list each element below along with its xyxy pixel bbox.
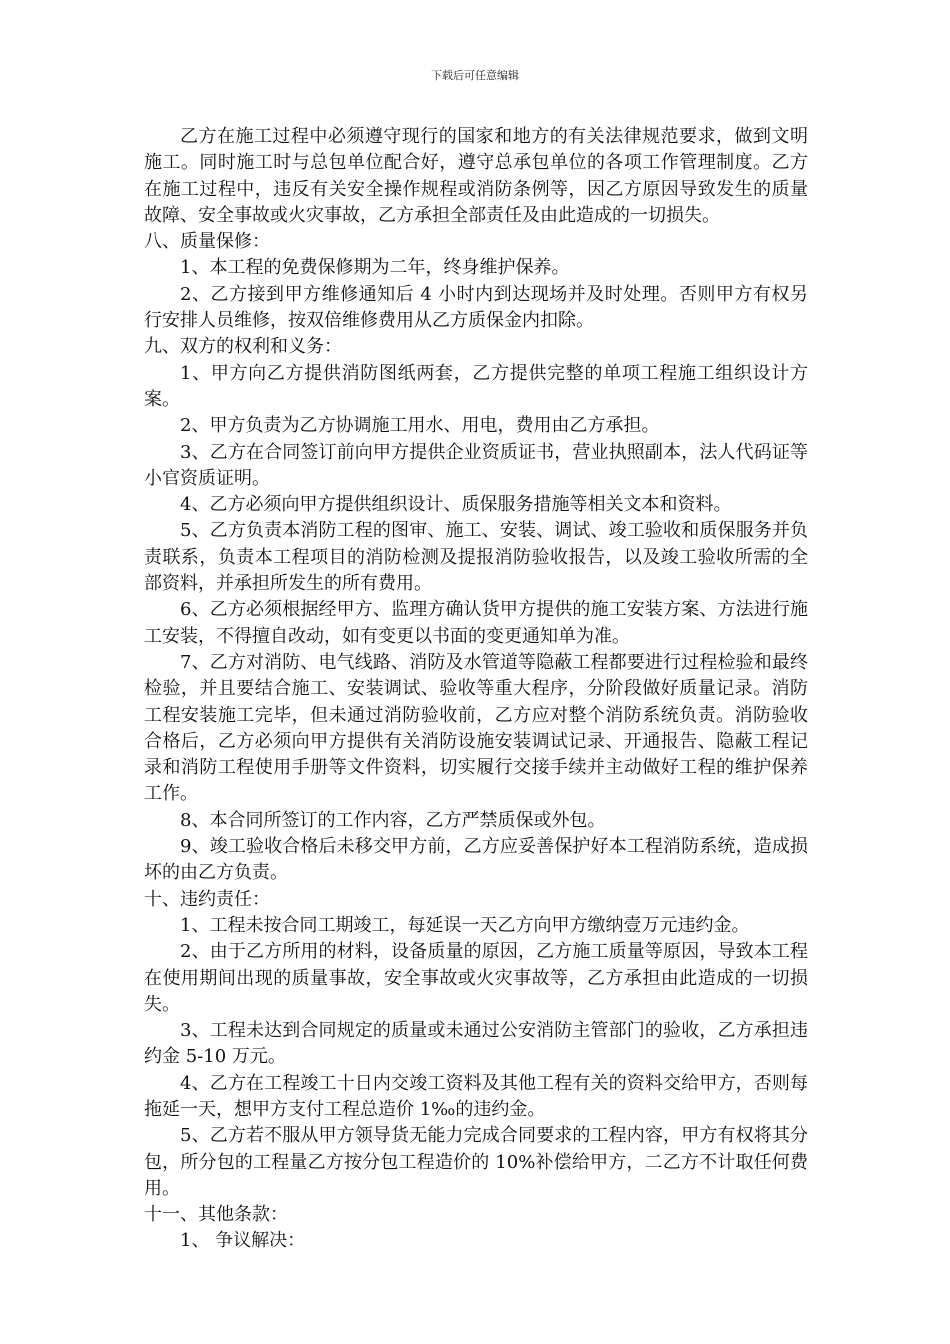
paragraph: 3、乙方在合同签订前向甲方提供企业资质证书，营业执照副本，法人代码证等小官资质证明。 (144, 441, 808, 489)
section-heading: 九、双方的权利和义务： (144, 336, 342, 358)
paragraph: 1、工程未按合同工期竣工，每延误一天乙方向甲方缴纳壹万元违约金。 (180, 914, 750, 936)
paragraph: 8、本合同所签订的工作内容，乙方严禁质保或外包。 (180, 809, 606, 831)
paragraph: 1、甲方向乙方提供消防图纸两套，乙方提供完整的单项工程施工组织设计方案。 (144, 362, 808, 410)
paragraph: 7、乙方对消防、电气线路、消防及水管道等隐蔽工程都要进行过程检验和最终检验，并且要结合施工、安装调试、验收等重大程序，分阶段做好质量记录。消防工程安装施工完毕，但未通过消防验收前，乙方应对整个消防系统负责。消防验收合格后，乙方必须向甲方提供有关消防设施安装调试记录、开通报告、隐蔽工程记录和消防工程使用手册等文件资料，切实履行交接手续并主动做好工程的维护保养工作。 (144, 651, 808, 805)
page-header: 下载后可任意编辑 (431, 69, 519, 82)
paragraph: 乙方在施工过程中必须遵守现行的国家和地方的有关法律规范要求，做到文明施工。同时施工时与总包单位配合好，遵守总承包单位的各项工作管理制度。乙方在施工过程中，违反有关安全操作规程或消防条例等，因乙方原因导致发生的质量故障、安全事故或火灾事故，乙方承担全部责任及由此造成的一切损失。 (144, 126, 808, 226)
paragraph: 2、由于乙方所用的材料，设备质量的原因，乙方施工质量等原因，导致本工程在使用期间出现的质量事故，安全事故或火灾事故等，乙方承担由此造成的一切损失。 (144, 941, 808, 1015)
section-heading: 八、质量保修： (144, 231, 270, 253)
paragraph: 1、本工程的免费保修期为二年，终身维护保养。 (180, 257, 570, 279)
section-heading: 十、违约责任： (144, 888, 270, 910)
paragraph: 5、乙方若不服从甲方领导货无能力完成合同要求的工程内容，甲方有权将其分包，所分包的工程量乙方按分包工程造价的 10%补偿给甲方，二乙方不计取任何费用。 (144, 1125, 808, 1199)
paragraph: 4、乙方必须向甲方提供组织设计、质保服务措施等相关文本和资料。 (180, 494, 732, 516)
paragraph: 1、 争议解决： (180, 1230, 306, 1252)
paragraph: 4、乙方在工程竣工十日内交竣工资料及其他工程有关的资料交给甲方，否则每拖延一天，想甲方支付工程总造价 1‰的违约金。 (144, 1072, 808, 1120)
paragraph: 6、乙方必须根据经甲方、监理方确认货甲方提供的施工安装方案、方法进行施工安装，不得擅自改动，如有变更以书面的变更通知单为准。 (144, 599, 808, 647)
paragraph: 5、乙方负责本消防工程的图审、施工、安装、调试、竣工验收和质保服务并负责联系，负责本工程项目的消防检测及提报消防验收报告，以及竣工验收所需的全部资料，并承担所发生的所有费用。 (144, 520, 808, 595)
paragraph: 2、甲方负责为乙方协调施工用水、用电，费用由乙方承担。 (180, 415, 660, 437)
document-body (144, 124, 808, 1255)
paragraph: 3、工程未达到合同规定的质量或未通过公安消防主管部门的验收，乙方承担违约金 5-10 万元。 (144, 1020, 808, 1068)
section-heading: 十一、其他条款： (144, 1204, 288, 1226)
paragraph: 9、竣工验收合格后未移交甲方前，乙方应妥善保护好本工程消防系统，造成损坏的由乙方负责。 (144, 836, 808, 884)
paragraph: 2、乙方接到甲方维修通知后 4 小时内到达现场并及时处理。否则甲方有权另行安排人员维修，按双倍维修费用从乙方质保金内扣除。 (144, 283, 808, 332)
